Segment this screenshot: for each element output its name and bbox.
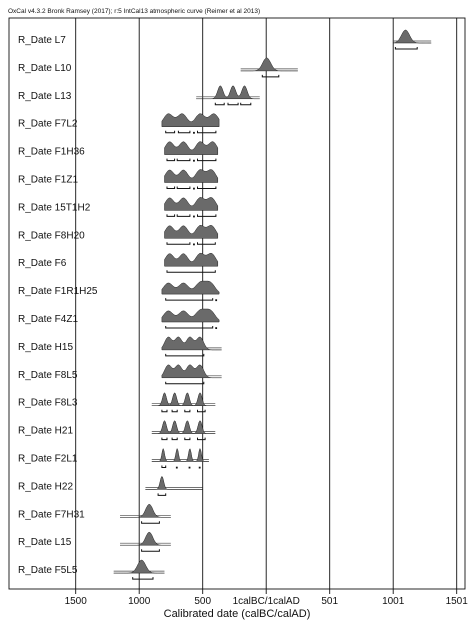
range-bar (185, 438, 190, 440)
range-bar (167, 270, 215, 272)
date-row (18, 170, 218, 190)
range-bar (198, 187, 216, 189)
series-group (18, 30, 431, 579)
date-label: R_Date H21 (18, 425, 74, 437)
date-label: R_Date L15 (18, 537, 72, 549)
range-bar (167, 159, 175, 161)
range-bar (162, 410, 167, 412)
posterior-distribution (162, 281, 219, 294)
date-label: R_Date F1Z1 (18, 174, 79, 186)
header-text: OxCal v4.3.2 Bronk Ramsey (2017); r:5 IntCal13 atmospheric curve (Reimer et al 2013) (8, 8, 261, 15)
range-bar (198, 242, 216, 244)
range-bar (177, 214, 190, 216)
date-row (18, 142, 218, 162)
date-row (18, 337, 222, 356)
range-bar (262, 75, 279, 77)
date-label: R_Date F7H31 (18, 509, 85, 521)
date-row (18, 253, 218, 272)
date-label: R_Date H22 (18, 481, 74, 493)
range-bar (142, 521, 160, 523)
range-bar (158, 493, 166, 495)
posterior-distribution (162, 114, 219, 127)
grid-lines (76, 18, 457, 589)
date-label: R_Date F8H20 (18, 230, 85, 242)
range-bar (193, 244, 195, 246)
range-bar (215, 299, 217, 301)
date-label: R_Date H15 (18, 341, 74, 353)
range-bar (166, 131, 175, 133)
date-row (18, 309, 219, 329)
date-row (18, 421, 215, 440)
posterior-distribution (165, 197, 218, 210)
range-bar (199, 467, 201, 469)
posterior-distribution (162, 309, 219, 322)
range-bar (167, 214, 175, 216)
date-row (18, 197, 218, 217)
range-bar (228, 103, 238, 105)
range-bar (172, 438, 177, 440)
range-bar (198, 159, 216, 161)
x-tick-label: 1001 (382, 596, 405, 607)
plot-frame (9, 18, 465, 589)
posterior-distribution (165, 142, 218, 155)
range-bar (185, 410, 190, 412)
range-bar (193, 216, 195, 218)
x-tick-label: 1000 (128, 596, 151, 607)
posterior-distribution (165, 253, 218, 266)
date-label: R_Date F2L1 (18, 453, 78, 465)
range-bar (142, 549, 160, 551)
date-label: R_Date F7L2 (18, 118, 78, 130)
x-tick-label: 1501 (445, 596, 468, 607)
date-row (18, 504, 171, 523)
range-bar (189, 467, 191, 469)
range-bar (166, 298, 213, 300)
date-label: R_Date F1R1H25 (18, 286, 98, 298)
date-label: R_Date F5L5 (18, 565, 78, 577)
range-bar (198, 214, 216, 216)
date-row (18, 281, 219, 301)
range-bar (178, 131, 190, 133)
range-bar (215, 327, 217, 329)
range-bar (395, 47, 417, 49)
date-label: R_Date F8L5 (18, 369, 78, 381)
x-tick-label: 1calBC/1calAD (232, 596, 300, 607)
date-row (18, 365, 222, 384)
x-tick-label: 501 (321, 596, 339, 607)
range-bar (162, 466, 166, 468)
range-bar (198, 131, 216, 133)
date-row (18, 560, 165, 579)
date-row (18, 532, 171, 551)
posterior-distribution (165, 225, 218, 238)
range-bar (193, 160, 195, 162)
x-axis-title: Calibrated date (calBC/calAD) (163, 608, 311, 620)
date-row (18, 476, 203, 495)
range-bar (172, 410, 177, 412)
x-tick-label: 500 (194, 596, 212, 607)
range-bar (198, 438, 206, 440)
range-bar (167, 242, 190, 244)
date-row (18, 58, 298, 77)
date-label: R_Date L7 (18, 35, 66, 46)
date-label: R_Date 15T1H2 (18, 202, 91, 214)
date-label: R_Date F6 (18, 258, 67, 270)
date-row (18, 449, 209, 469)
x-tick-label: 1500 (64, 596, 87, 607)
posterior-distribution (165, 170, 218, 183)
date-label: R_Date F8L3 (18, 397, 78, 409)
range-bar (166, 354, 204, 356)
date-row (18, 225, 218, 245)
range-bar (166, 326, 213, 328)
range-bar (198, 410, 206, 412)
date-row (18, 393, 215, 412)
date-row (18, 114, 219, 134)
date-label: R_Date F1H36 (18, 146, 85, 158)
range-bar (241, 103, 251, 105)
range-bar (176, 467, 178, 469)
x-axis (65, 589, 469, 607)
range-bar (166, 382, 204, 384)
date-row (18, 30, 431, 49)
date-label: R_Date F4Z1 (18, 314, 79, 325)
range-bar (215, 103, 224, 105)
range-bar (133, 577, 153, 579)
date-label: R_Date L10 (18, 62, 72, 74)
range-bar (193, 188, 195, 190)
range-bar (177, 187, 190, 189)
range-bar (162, 438, 167, 440)
range-bar (193, 132, 195, 134)
range-bar (177, 159, 190, 161)
range-bar (167, 187, 175, 189)
date-label: R_Date L13 (18, 90, 72, 102)
